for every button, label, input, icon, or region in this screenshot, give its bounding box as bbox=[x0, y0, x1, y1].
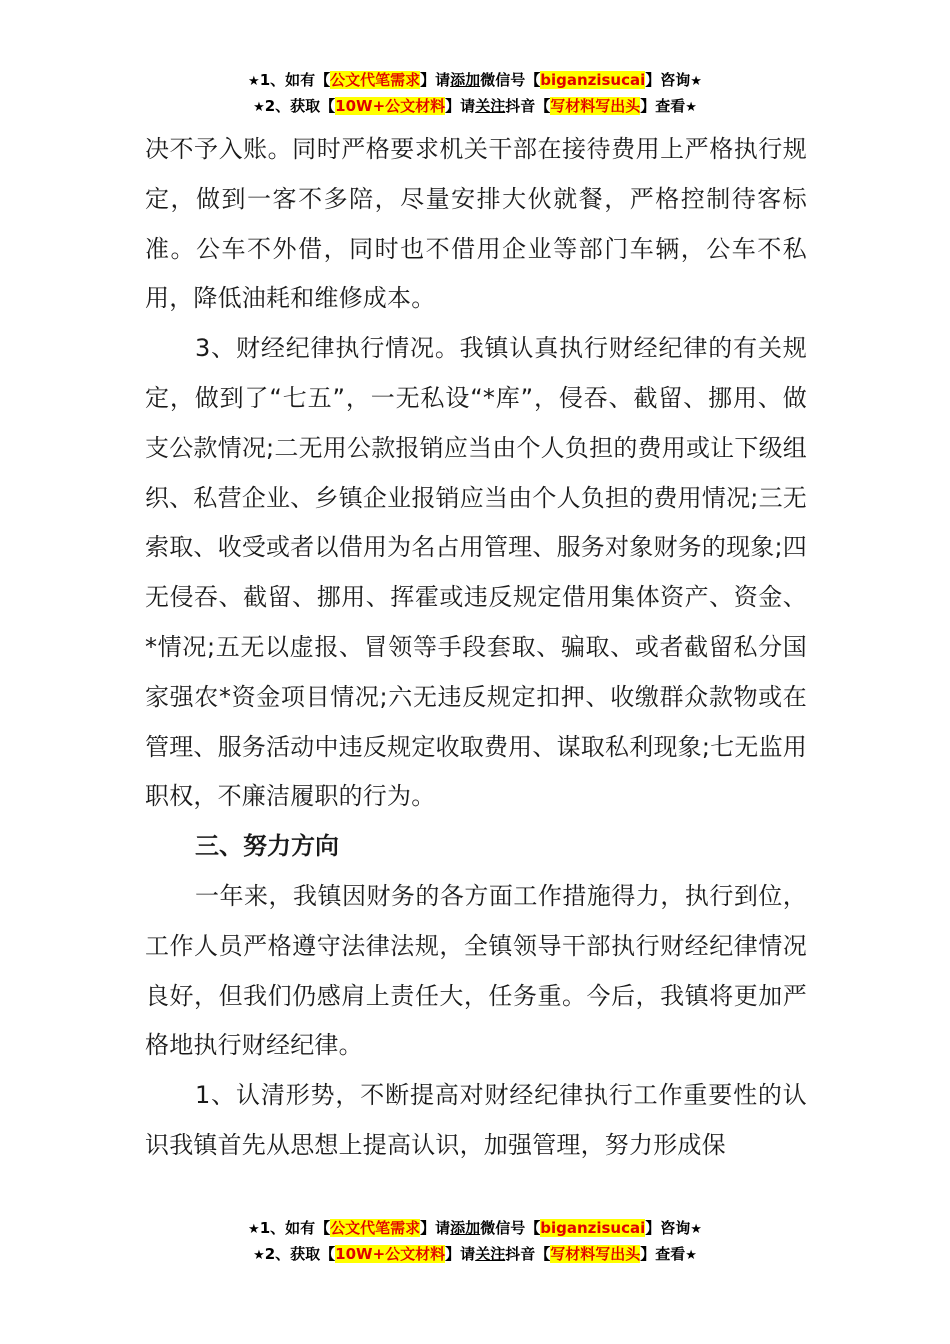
star-icon: ★ bbox=[248, 1222, 260, 1237]
section-heading: 三、努力方向 bbox=[195, 832, 339, 861]
highlight-ghostwriting: 公文代笔需求 bbox=[330, 71, 421, 89]
promo-banner-top bbox=[0, 68, 950, 120]
paragraph-discipline: 3、财经纪律执行情况。我镇认真执行财经纪律的有关规定，做到了“七五”，一无私设“*库”，侵吞、截留、挪用、做支公款情况;二无用公款报销应当由个人负担的费用或让下级组织、私营企业、乡镇企业报销应当由个人负担的费用情况;三无索取、收受或者以借用为名占用管理、服务对象财务的现象;四无侵吞、截留、挪用、挥霍或违反规定借用集体资产、资金、*情况;五无以虚报、冒领等手段套取、骗取、或者截留私分国家强农*资金项目情况;六无违反规定扣押、收缴群众款物或在管理、服务活动中违反规定收取费用、谋取私利现象;七无监用职权，不廉洁履职的行为。 bbox=[145, 334, 807, 811]
promo-line-1: ★1、如有【公文代笔需求】请添加微信号【biganzisucai】咨询★ bbox=[248, 1219, 702, 1237]
star-icon: ★ bbox=[685, 1248, 697, 1263]
star-icon: ★ bbox=[690, 74, 702, 89]
star-icon: ★ bbox=[253, 1248, 265, 1263]
star-icon: ★ bbox=[248, 74, 260, 89]
document-body bbox=[145, 125, 807, 1171]
highlight-douyin: 写材料写出头 bbox=[550, 1245, 641, 1263]
promo-banner-bottom bbox=[0, 1216, 950, 1268]
promo-line-2: ★2、获取【10W+公文材料】请关注抖音【写材料写出头】查看★ bbox=[253, 97, 697, 115]
star-icon: ★ bbox=[690, 1222, 702, 1237]
paragraph-understanding: 1、认清形势，不断提高对财经纪律执行工作重要性的认识我镇首先从思想上提高认识，加强管理，努力形成保 bbox=[145, 1081, 807, 1159]
highlight-ghostwriting: 公文代笔需求 bbox=[330, 1219, 421, 1237]
highlight-wechat-id: biganzisucai bbox=[540, 71, 646, 89]
paragraph-summary: 一年来，我镇因财务的各方面工作措施得力，执行到位，工作人员严格遵守法律法规，全镇领导干部执行财经纪律情况良好，但我们仍感肩上责任大，任务重。今后，我镇将更加严格地执行财经纪律。 bbox=[145, 881, 807, 1060]
highlight-materials: 10W+公文材料 bbox=[335, 1245, 446, 1263]
star-icon: ★ bbox=[685, 100, 697, 115]
paragraph-continuation: 决不予入账。同时严格要求机关干部在接待费用上严格执行规定，做到一客不多陪，尽量安排大伙就餐，严格控制待客标准。公车不外借，同时也不借用企业等部门车辆，公车不私用，降低油耗和维修成本。 bbox=[145, 135, 807, 313]
promo-line-1: ★1、如有【公文代笔需求】请添加微信号【biganzisucai】咨询★ bbox=[248, 71, 702, 89]
promo-line-2: ★2、获取【10W+公文材料】请关注抖音【写材料写出头】查看★ bbox=[253, 1245, 697, 1263]
highlight-douyin: 写材料写出头 bbox=[550, 97, 641, 115]
highlight-materials: 10W+公文材料 bbox=[335, 97, 446, 115]
highlight-wechat-id: biganzisucai bbox=[540, 1219, 646, 1237]
star-icon: ★ bbox=[253, 100, 265, 115]
